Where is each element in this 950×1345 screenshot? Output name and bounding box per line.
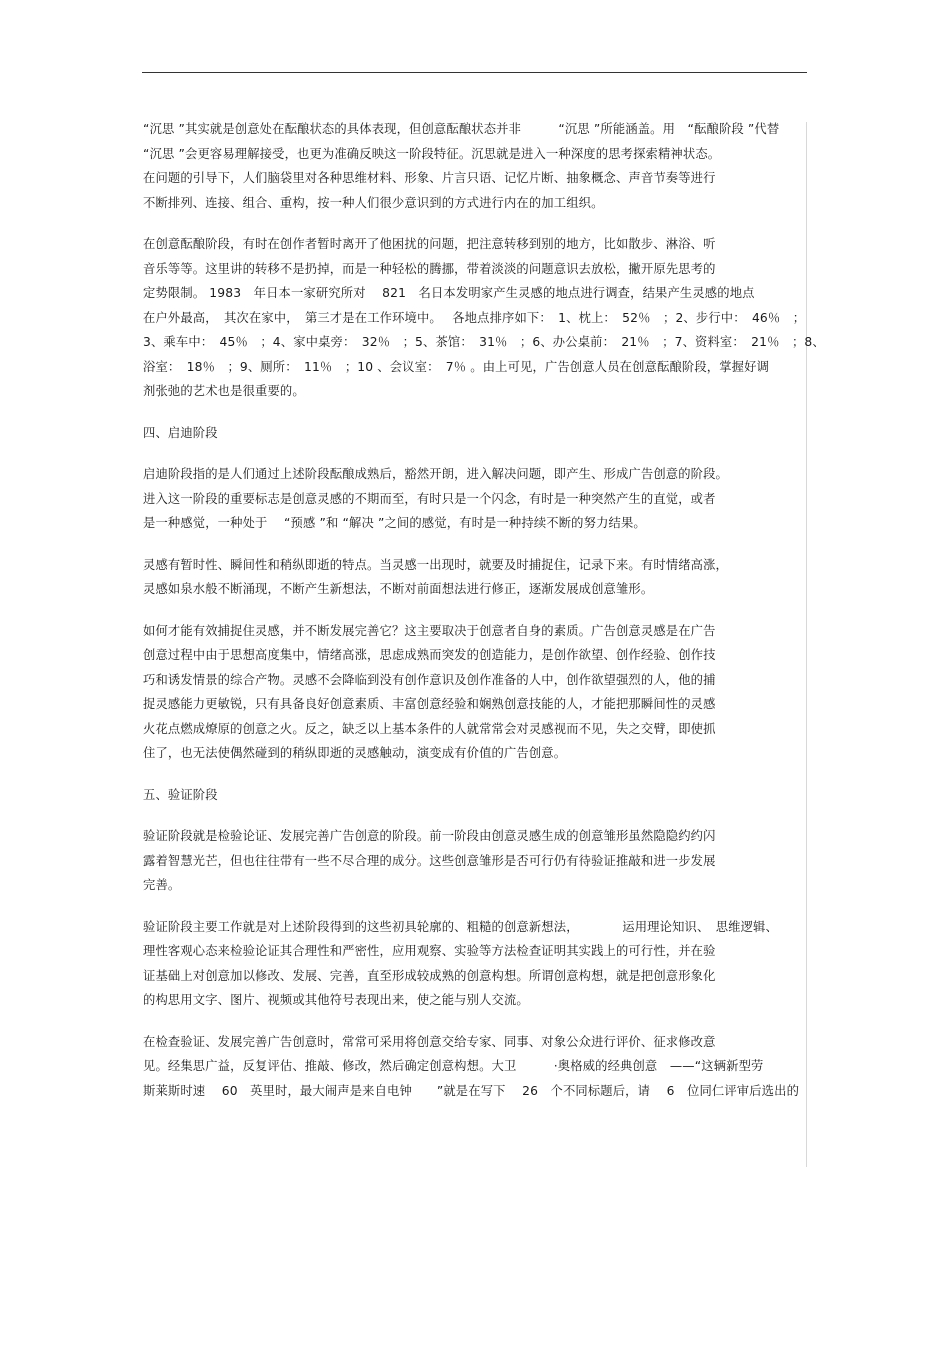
- heading-text: 五、验证阶段: [143, 787, 218, 802]
- text-line: 不断排列、连接、组合、重构，按一种人们很少意识到的方式进行内在的加工组织。: [143, 195, 604, 210]
- paragraph: [143, 619, 806, 766]
- text-line: 巧和诱发情景的综合产物。灵感不会降临到没有创作意识及创作准备的人中，创作欲望强烈的人，他的捕: [143, 672, 716, 687]
- section-heading: [143, 783, 806, 808]
- section-heading: [143, 421, 806, 446]
- text-line: 剂张弛的艺术也是很重要的。: [143, 384, 305, 398]
- text-line: 斯莱斯时速 60 英里时，最大闹声是来自电钟 ”就是在写下 26 个不同标题后，请 6 位同仁评审后选出的: [143, 1083, 800, 1098]
- text-line: 在创意酝酿阶段，有时在创作者暂时离开了他困扰的问题，把注意转移到别的地方，比如散步、淋浴、听: [143, 237, 716, 251]
- text-line: 见。经集思广益，反复评估、推敲、修改，然后确定创意构想。大卫 ·奥格威的经典创意 ——“这辆新型劳: [143, 1059, 764, 1073]
- document-body: [143, 117, 825, 1103]
- paragraph-gap: [143, 215, 806, 232]
- text-line: 露着智慧光芒，但也往往带有一些不尽合理的成分。这些创意雏形是否可行仍有待验证推敲和进一步发展: [143, 853, 716, 868]
- text-line: 在户外最高， 其次在家中， 第三才是在工作环境中。 各地点排序如下： 1、枕上： 52％ ；2、步行中： 46％ ；: [143, 310, 806, 325]
- paragraph-gap: [143, 1013, 806, 1030]
- paragraph: [143, 117, 806, 215]
- text-line: 在问题的引导下，人们脑袋里对各种思维材料、形象、片言只语、记忆片断、抽象概念、声音节奏等进行: [143, 171, 716, 185]
- paragraph: [143, 824, 806, 898]
- margin-rule: [806, 122, 807, 1167]
- text-line: “沉思 ”会更容易理解接受，也更为准确反映这一阶段特征。沉思就是进入一种深度的思考探索精神状态。: [143, 146, 721, 161]
- text-line: 验证阶段就是检验论证、发展完善广告创意的阶段。前一阶段由创意灵感生成的创意雏形虽然隐隐约约闪: [143, 829, 716, 843]
- text-line: 灵感有暂时性、瞬间性和稍纵即逝的特点。当灵感一出现时，就要及时捕捉住，记录下来。有时情绪高涨，: [143, 557, 729, 572]
- paragraph: [143, 462, 806, 536]
- paragraph: [143, 553, 806, 602]
- text-line: 定势限制。 1983 年日本一家研究所对 821 名日本发明家产生灵感的地点进行调查，结果产生灵感的地点: [143, 286, 755, 300]
- text-line: 3、乘车中： 45％ ；4、家中桌旁： 32％ ；5、茶馆： 31％ ；6、办公桌前： 21％ ；7、资料室： 21％ ；8、: [143, 335, 825, 349]
- text-line: 的构思用文字、图片、视频或其他符号表现出来，使之能与别人交流。: [143, 993, 529, 1007]
- text-line: 是一种感觉，一种处于 “预感 ”和 “解决 ”之间的感觉，有时是一种持续不断的努力结果。: [143, 516, 646, 530]
- text-line: 创意过程中由于思想高度集中，情绪高涨，思虑成熟而突发的创造能力，是创作欲望、创作经验、创作技: [143, 648, 716, 662]
- text-line: “沉思 ”其实就是创意处在酝酿状态的具体表现，但创意酝酿状态并非 “沉思 ”所能涵盖。用 “酝酿阶段 ”代替: [143, 122, 780, 136]
- paragraph: [143, 915, 806, 1013]
- heading-text: 四、启迪阶段: [143, 425, 218, 440]
- text-line: 验证阶段主要工作就是对上述阶段得到的这些初具轮廓的、粗糙的创意新想法， 运用理论知识、 思维逻辑、: [143, 919, 778, 934]
- text-line: 如何才能有效捕捉住灵感，并不断发展完善它？这主要取决于创意者自身的素质。广告创意灵感是在广告: [143, 623, 716, 638]
- header-rule: [142, 72, 807, 73]
- paragraph: [143, 1030, 806, 1104]
- text-line: 启迪阶段指的是人们通过上述阶段酝酿成熟后，豁然开朗，进入解决问题，即产生、形成广告创意的阶段。: [143, 467, 729, 481]
- paragraph-gap: [143, 807, 806, 824]
- text-line: 证基础上对创意加以修改、发展、完善，直至形成较成熟的创意构想。所谓创意构想，就是把创意形象化: [143, 968, 716, 983]
- text-line: 在检查验证、发展完善广告创意时，常常可采用将创意交给专家、同事、对象公众进行评价、征求修改意: [143, 1034, 716, 1049]
- text-line: 捉灵感能力更敏锐，只有具备良好创意素质、丰富创意经验和娴熟创意技能的人，才能把那瞬间性的灵感: [143, 697, 716, 711]
- text-line: 火花点燃成燎原的创意之火。反之，缺乏以上基本条件的人就常常会对灵感视而不见，失之交臂，即使抓: [143, 721, 716, 736]
- text-line: 完善。: [143, 878, 181, 892]
- text-line: 住了，也无法使偶然碰到的稍纵即逝的灵感触动，演变成有价值的广告创意。: [143, 746, 567, 760]
- text-line: 理性客观心态来检验论证其合理性和严密性，应用观察、实验等方法检查证明其实践上的可行性，并在验: [143, 944, 716, 958]
- paragraph-gap: [143, 766, 806, 783]
- paragraph: [143, 232, 825, 404]
- paragraph-gap: [143, 404, 806, 421]
- text-line: 进入这一阶段的重要标志是创意灵感的不期而至，有时只是一个闪念，有时是一种突然产生的直觉，或者: [143, 491, 716, 506]
- text-line: 灵感如泉水般不断涌现，不断产生新想法，不断对前面想法进行修正，逐渐发展成创意雏形。: [143, 582, 654, 596]
- paragraph-gap: [143, 898, 806, 915]
- text-line: 音乐等等。这里讲的转移不是扔掉，而是一种轻松的腾挪，带着淡淡的问题意识去放松，撇开原先思考的: [143, 261, 716, 276]
- text-line: 浴室： 18％ ；9、厕所： 11％ ；10 、会议室： 7％ 。由上可见，广告创意人员在创意酝酿阶段，掌握好调: [143, 359, 770, 374]
- paragraph-gap: [143, 536, 806, 553]
- paragraph-gap: [143, 602, 806, 619]
- paragraph-gap: [143, 445, 806, 462]
